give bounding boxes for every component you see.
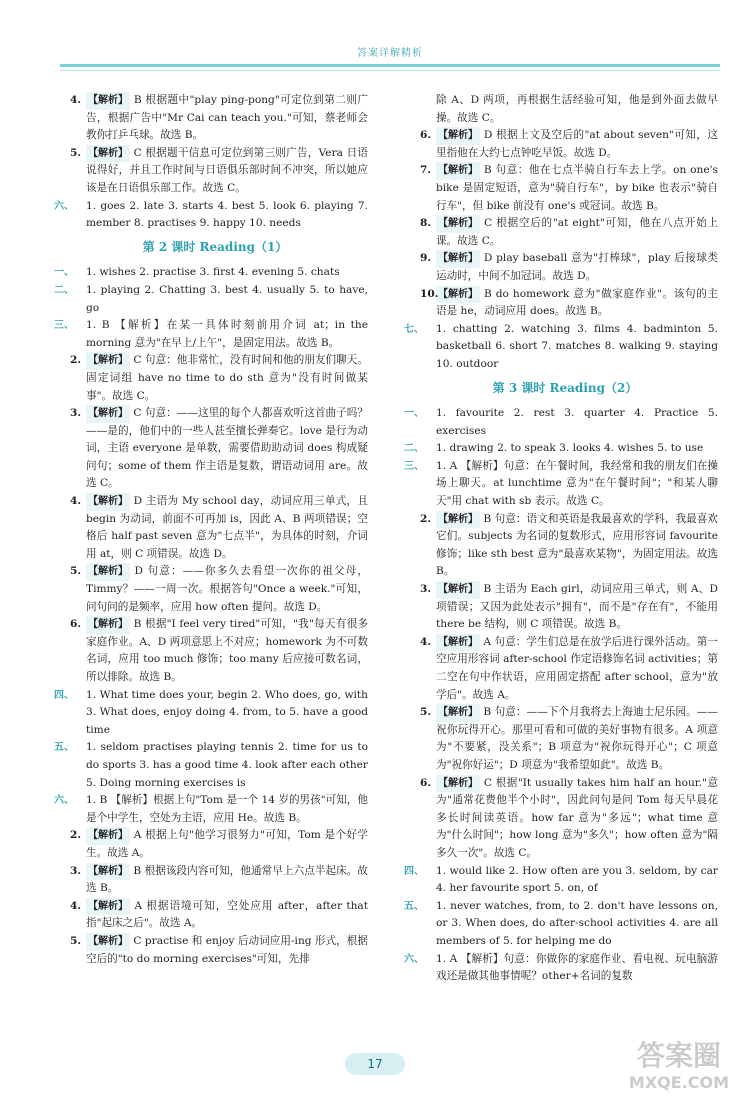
item-number: 7. [420,164,432,177]
answer-item [412,775,718,863]
section-answers [54,264,368,282]
answer-item [412,286,718,321]
section-number: 六、 [54,795,74,807]
right-column [404,92,719,986]
item-number: 9. [420,252,432,265]
analysis-tag: 【解析】 [436,634,480,652]
answer-item [62,827,368,862]
analysis-tag: 【解析】 [436,775,480,793]
header-title: 答案详解精析 [357,48,423,59]
analysis-tag: 【解析】 [436,250,480,268]
section-number: 七、 [404,323,424,335]
section-answers [404,321,718,374]
answer-item [62,563,368,616]
section-number: 一、 [404,408,424,420]
item-text: D 句意：——你多久去看望一次你的祖父母，Timmy？——一周一次。根据答句"Once a week."可知，问句问的是频率，应用 how often 提问。故选 D。 [86,565,368,613]
answer-item [62,933,368,968]
header-rule-thin [60,70,720,71]
answer-item [62,493,368,563]
item-text: 1. playing 2. Chatting 3. best 4. usually 5. to have, go [86,283,368,314]
lesson-heading: 第 3 课时 Reading（2） [492,380,638,395]
section-number: 六、 [54,200,74,212]
analysis-tag: 【解析】 [86,352,130,370]
item-text: 1. drawing 2. to speak 3. looks 4. wishes 5. to use [436,442,704,455]
watermark-url: MXQE.COM [628,1073,730,1092]
item-number: 8. [420,217,432,230]
section-answers [404,440,718,458]
item-text: 1. What time does your, begin 2. Who does, go, with 3. What does, enjoy doing 4. from, to 5. have a good time [86,688,368,736]
item-text: 1. would like 2. How often are you 3. seldom, by car 4. her favourite sport 5. on, of [436,864,718,895]
item-text: B 主语为 Each girl，动词应用三单式，则 A、D 项错误；又因为此处表示"拥有"，而不是"存在有"，不能用 there be 结构，则 C 项错误。故选 B。 [436,583,719,631]
analysis-tag: 【解析】 [436,286,480,304]
item-number: 5. [70,146,82,159]
item-number: 5. [420,706,432,719]
item-number: 3. [70,407,82,420]
analysis-tag: 【解析】 [436,704,480,722]
analysis-tag: 【解析】 [86,933,130,951]
item-number: 3. [420,583,432,596]
item-text: 1. B 【解析】在某一具体时刻前用介词 at；in the morning 意为"在早上/上午"，是固定用法。故选 B。 [86,319,368,349]
item-text: 1. chatting 2. watching 3. films 4. badminton 5. basketball 6. short 7. matches 8. walking 9. staying 10. outdoor [436,322,718,370]
analysis-tag: 【解析】 [86,898,130,916]
item-number: 10. [420,287,439,300]
section-number: 四、 [404,865,424,877]
analysis-tag: 【解析】 [436,162,480,180]
item-text: C 句意：——这里的每个人都喜欢听这首曲子吗？——是的，他们中的一些人甚至擅长弹奏它。love 是行为动词，主语 everyone 是单数，需要借助助动词 does 构成疑问句；some of them 作主语是复数，谓语动词用 are。故选 C。 [86,407,368,490]
analysis-tag: 【解析】 [86,405,130,423]
analysis-tag: 【解析】 [436,215,480,233]
item-text: B 句意：他在七点半骑自行车去上学。on one's bike 是固定短语，意为"骑自行车"，by bike 也表示"骑自行车"，但 bike 前没有 one's 或冠词。故选 B。 [436,164,718,212]
section-answers [54,792,368,827]
section-answers [54,198,368,233]
section-number: 三、 [404,460,424,472]
item-text: D play baseball 意为"打棒球"，play 后接球类运动时，中间不加冠词。故选 D。 [436,252,718,282]
analysis-tag: 【解析】 [86,616,130,634]
item-text: 1. wishes 2. practise 3. first 4. evening 5. chats [86,266,340,279]
item-number: 6. [70,618,82,631]
item-text: 1. never watches, from, to 2. don't have lessons on, or 3. When does, do after-school activities 4. are all members of 5. for helping me do [436,899,718,947]
item-text: 1. goes 2. late 3. starts 4. best 5. look 6. playing 7. member 8. practises 9. happy 10. needs [86,199,368,230]
section-number: 二、 [404,443,424,455]
item-text: 1. favourite 2. rest 3. quarter 4. Practice 5. exercises [436,407,718,437]
section-answers [54,687,368,740]
item-text: B do homework 意为"做家庭作业"。该句的主语是 he，动词应用 does。故选 B。 [436,287,718,318]
item-text: C 根据"It usually takes him half an hour."意为"通常花费他半个小时"，因此问句是问 Tom 每天早晨花多长时间读英语。how far 意为"多远"；what time 意为"什么时间"；how long 意为"多久"；how often 意为"隔多久一次"。故选 C。 [436,776,718,859]
item-text: D 根据上文及空后的"at about seven"可知，这里指他在大约七点钟吃早饭。故选 D。 [436,129,718,159]
analysis-tag: 【解析】 [86,827,130,845]
section-number: 二、 [54,284,74,296]
answer-item [62,352,368,405]
answer-item [412,634,718,704]
item-number: 4. [420,635,432,648]
watermark-text: 答案圈 [636,1039,721,1072]
analysis-tag: 【解析】 [436,581,480,599]
item-number: 4. [70,94,82,106]
analysis-tag: 【解析】 [436,511,480,529]
section-answers [54,739,368,792]
answer-item [412,704,718,774]
item-text: 1. B 【解析】根据上句"Tom 是一个 14 岁的男孩"可知，他是个中学生，空处为主语，应用 He。故选 B。 [86,794,368,824]
item-number: 6. [420,129,432,142]
answer-item [62,405,368,493]
section-answers [404,863,718,898]
section-answers [404,405,718,440]
section-answers [404,458,718,511]
item-number: 2. [70,829,82,842]
section-number: 五、 [54,742,74,754]
answer-item [412,215,718,250]
lesson-heading: 第 2 课时 Reading（1） [142,239,288,254]
section-number: 六、 [404,953,424,965]
item-text: A 根据上句"他学习很努力"可知，Tom 是个好学生。故选 A。 [86,829,369,859]
item-text: A 根据语境可知，空处应用 after，after that 指"起床之后"。故选 A。 [86,899,368,930]
item-text: C practise 和 enjoy 后动词应用-ing 形式，根据空后的"to do morning exercises"可知，先排 [86,934,369,965]
answer-item [62,92,368,145]
item-number: 5. [70,934,82,947]
item-number: 6. [420,776,432,789]
item-text: 除 A、D 两项，再根据生活经验可知，他是到外面去做早操。故选 C。 [436,94,718,124]
answer-item [62,616,368,686]
analysis-tag: 【解析】 [86,493,130,511]
analysis-tag: 【解析】 [86,863,130,881]
page-header [60,40,720,86]
item-number: 5. [70,565,82,578]
header-rule [60,64,720,67]
analysis-tag: 【解析】 [86,145,130,163]
section-answers [54,282,368,317]
item-number: 2. [70,354,82,367]
section-answers [404,951,718,986]
answer-item [412,511,718,581]
section-number: 三、 [54,320,74,332]
section-number: 四、 [54,689,74,701]
item-text: B 句意：语文和英语是我最喜欢的学科，我最喜欢它们。subjects 为名词的复数形式，应用形容词 favourite 修饰；like sth best 意为"最喜欢某物"，为固定用法。故选 B。 [436,512,718,578]
item-text: A 句意：学生们总是在放学后进行课外活动。第一空应用形容词 after-school 作定语修饰名词 activities；第二空在句中作状语，应用固定搭配 after school，意为"放学后"。故选 A。 [436,635,718,701]
section-number: 一、 [54,267,74,279]
answer-item [62,145,368,198]
answer-item [412,127,718,162]
item-number: 2. [420,512,432,525]
item-number: 3. [70,864,82,877]
section-answers [54,317,368,352]
item-number: 4. [70,899,82,912]
item-text: C 根据空后的"at eight"可知，他在八点开始上课。故选 C。 [436,217,718,247]
answer-item [412,162,718,215]
item-text: C 句意：他非常忙，没有时间和他的朋友们聊天。固定词组 have no time to do sth 意为"没有时间做某事"。故选 C。 [86,354,368,402]
section-number: 五、 [404,900,424,912]
answer-item [62,863,368,898]
analysis-tag: 【解析】 [86,563,130,581]
watermark-logo [624,1039,734,1109]
page-number: 17 [345,1053,405,1075]
analysis-tag: 【解析】 [436,127,480,145]
item-text: B 根据该段内容可知，他通常早上六点半起床。故选 B。 [86,864,368,895]
analysis-tag: 【解析】 [86,92,130,110]
item-text: B 句意：——下个月我将去上海迪士尼乐园。——祝你玩得开心。那里可看和可做的美好事物有很多。A 项意为"不要紧，没关系"；B 项意为"祝你玩得开心"；C 项意为"祝你好运"；D 项意为"我希望如此"。故选 B。 [436,706,718,771]
item-text: 1. seldom practises playing tennis 2. time for us to do sports 3. has a good time 4. look after each other 5. Doing morning exercises is [86,741,368,789]
item-text: B 根据"I feel very tired"可知，"我"每天有很多家庭作业。A、D 两项意思上不对应；homework 为不可数名词，应用 too much 修饰；too many 后应接可数名词，所以排除。故选 B。 [86,618,368,683]
item-number: 4. [70,495,82,508]
item-text: B 根据题中"play ping-pong"可定位到第二则广告，根据广告中"Mr Cai can teach you."可知，蔡老师会教你打乒乓球。故选 B。 [86,94,368,142]
item-text: C 根据题干信息可定位到第三则广告，Vera 日语说得好，并且工作时间与日语俱乐部时间不冲突，所以她应该是在日语俱乐部工作。故选 C。 [86,146,368,194]
answer-item [62,898,368,933]
item-text: 1. A 【解析】句意：你做你的家庭作业、看电视、玩电脑游戏还是做其他事情呢？other+名词的复数 [436,952,718,983]
answer-item [412,92,718,127]
answer-item [412,250,718,285]
answer-item [412,581,718,634]
item-text: D 主语为 My school day，动词应用三单式，且 begin 为动词，前面不可再加 is，因此 A、B 两项错误；空格后 half past seven 意为"七点半"，为具体的时刻，介词用 at，则 C 项错误。故选 D。 [86,495,368,560]
section-answers [404,898,718,951]
left-column [54,92,369,968]
item-text: 1. A 【解析】句意：在午餐时间，我经常和我的朋友们在操场上聊天。at lunchtime 意为"在午餐时间"；"和某人聊天"用 chat with sb 表示。故选 C。 [436,459,718,508]
